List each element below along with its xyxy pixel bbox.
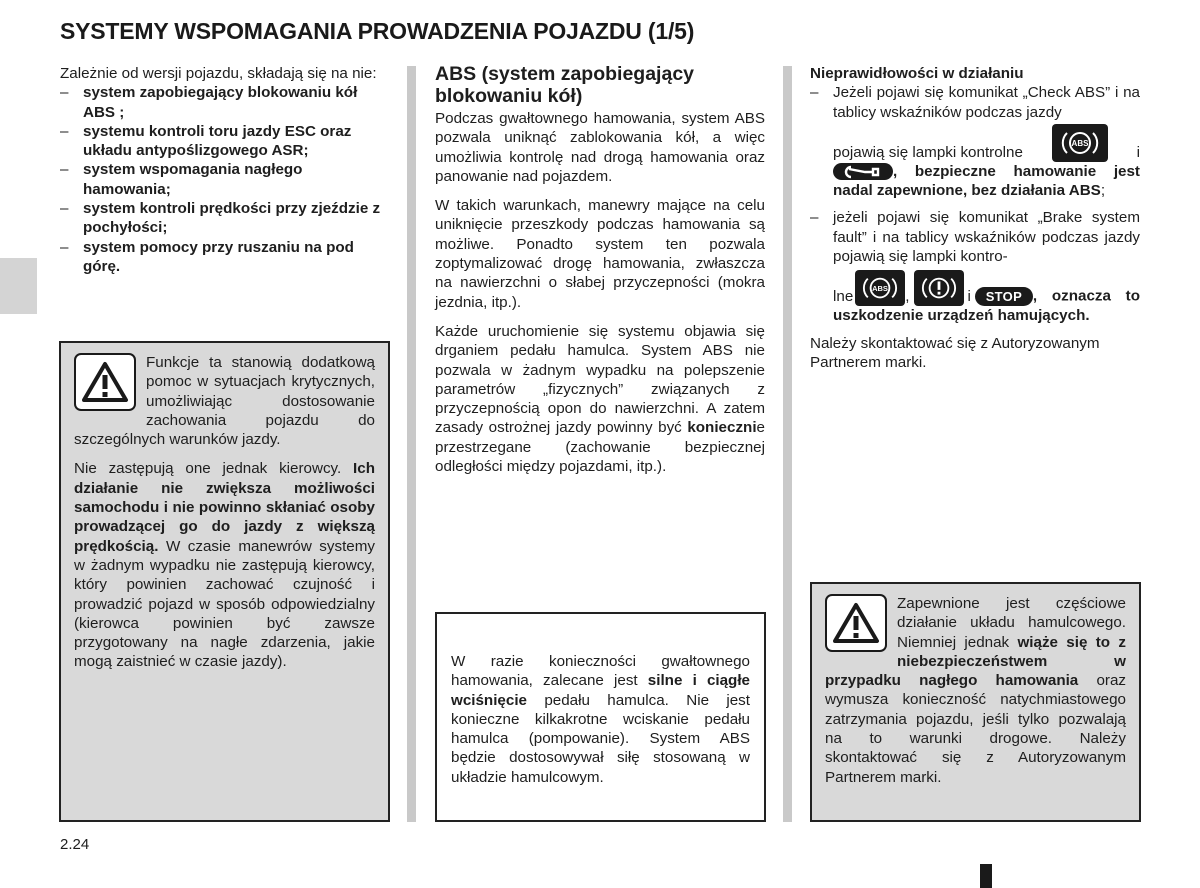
item1-text-a: Jeżeli pojawi się komunikat „Check ABS” i na tablicy wskaźników podczas jazdy [833,84,1140,121]
list-item: – system wspomagania nagłego hamowania; [60,160,390,199]
list-item [810,83,1140,200]
right-column [810,64,1140,382]
warning-triangle-icon [825,594,887,652]
abs-paragraph-1: Podczas gwałtownego hamowania, system ABS pozwala uniknąć zablokowania kół, a więc umożliwia kontrolę nad drogą hamowania oraz panowanie nad pojazdem. [435,110,765,185]
malfunction-list [810,83,1140,325]
info-box-text-b: silne i ciągłe wciśnięcie [451,672,750,709]
abs-lamp-icon [855,270,905,306]
list-item [810,208,1140,325]
chapter-tab [0,258,37,314]
info-box-text-c: pedału hamulca. Nie jest konieczne kilkakrotne wciskanie pedału hamulca (pompowanie). System ABS będzie dostosowywał siłę stosowaną w układzie hamulcowym. [451,691,750,786]
warning-text-2a: Nie zastępują one jednak kierowcy. [74,460,354,478]
abs-lamp-label: ABS [1071,138,1089,148]
middle-column [435,63,765,486]
item2-text-c: , [905,288,910,306]
stop-lamp-icon: STOP [975,287,1033,306]
abs-lamp-icon [1052,124,1108,162]
abs-paragraph-3 [435,322,765,476]
warning-right-text-a: Zapewnione jest częściowe działanie układu hamulcowego. Niemniej jednak [897,595,1126,651]
malfunction-heading: Nieprawidłowości w działaniu [810,65,1024,82]
abs-paragraph-3a: Każde uruchomienie się systemu objawia się drganiem pedału hamulca. System ABS nie pozwala w żadnym wypadku na polepszenie parametrów „fizycznych” związanych z przyczepnością opon do nawierzchni. A zatem zasady ostrożnej jazdy powinny być [435,322,765,437]
page-number: 2.24 [60,836,90,853]
abs-paragraph-3b: konieczni [687,419,757,437]
left-column [60,64,390,276]
abs-paragraph-2: W takich warunkach, manewry mające na celu uniknięcie przeszkody podczas hamowania są możliwe. Ponadto system ten pozwala zoptymalizować drogę hamowania, zwłaszcza na nawierzchni o słabej przyczepności (mokra jezdnia, itp.). [435,197,765,311]
warning-box-left [59,341,390,822]
list-item: – system zapobiegający blokowaniu kół ABS ; [60,83,390,122]
abs-lamp-label: ABS [872,284,889,294]
list-item: – system kontroli prędkości przy zjeździe z pochyłości; [60,199,390,238]
item2-text-d: i [967,288,971,306]
brake-lamp-icon [914,270,964,306]
item1-text-d: , bezpieczne hamowanie jest nadal zapewnione, bez działania ABS [833,162,1140,200]
item1-text-b: pojawią się lampki kontrolne [833,143,1023,161]
warning-text-2b: Ich działanie nie zwiększa możliwości samochodu i nie powinno skłaniać osoby prowadzącej go do jazdy z większą prędkością. [74,460,375,555]
page-edge-marker [980,864,992,888]
column-divider-left [407,66,416,822]
list-item: – systemu kontroli toru jazdy ESC oraz układu antypoślizgowego ASR; [60,122,390,161]
list-item: – system pomocy przy ruszaniu na pod górę. [60,238,390,277]
abs-paragraph-3c: e przestrzegane (zachowanie bezpiecznej odległości między pojazdami, itp.). [435,419,765,476]
intro-text: Zależnie od wersji pojazdu, składają się na nie: [60,65,377,82]
warning-triangle-icon [74,353,136,411]
item1-text-e: ; [1100,182,1106,200]
warning-right-text-c: oraz wymusza konieczność natychmiastowego zatrzymania pojazdu, jeśli tylko pozwalają na to warunki drogowe. Należy skontaktować się z Autoryzowanym Partnerem marki. [825,672,1126,786]
item2-text-a: jeżeli pojawi się komunikat „Brake system fault” i na tablicy wskaźników podczas jazdy pojawią się lampki kontro- [833,209,1140,266]
page-title: SYSTEMY WSPOMAGANIA PROWADZENIA POJAZDU (1/5) [60,18,695,44]
column-divider-right [783,66,792,822]
info-box-middle [435,612,766,822]
info-box-text [451,652,750,787]
warning-text-2 [74,459,375,671]
item2-text-e: , oznacza to uszkodzenie urządzeń hamujących. [833,288,1140,325]
abs-heading: ABS (system zapobiegający blokowaniu kół) [435,63,695,107]
warning-box-right [810,582,1141,822]
warning-text-2c: W czasie manewrów systemy w żadnym wypadku nie zastępują kierowcy, który powinien zachować czujność i prowadzić pojazd w sposób odpowiedzialny (kierowca powinien być zawsze przygotowany na nagłe zdarzenia, jakie mogą zaistnieć w czasie jazdy). [74,537,375,671]
contact-text: Należy skontaktować się z Autoryzowanym Partnerem marki. [810,334,1100,371]
info-box-text-a: W razie konieczności gwałtownego hamowania, zalecane jest [451,653,750,690]
warning-text-1: Funkcje ta stanowią dodatkową pomoc w sytuacjach krytycznych, umożliwiając dostosowanie zachowania pojazdu do szczególnych warunków jazdy. [74,354,375,449]
warning-right-text-b: wiąże się to z niebezpieczeństwem w przypadku nagłego hamowania [825,633,1126,690]
item1-text-c: i [1136,143,1140,161]
item2-text-b: lne [833,288,854,306]
wrench-lamp-icon [833,163,893,180]
systems-list [60,83,390,276]
